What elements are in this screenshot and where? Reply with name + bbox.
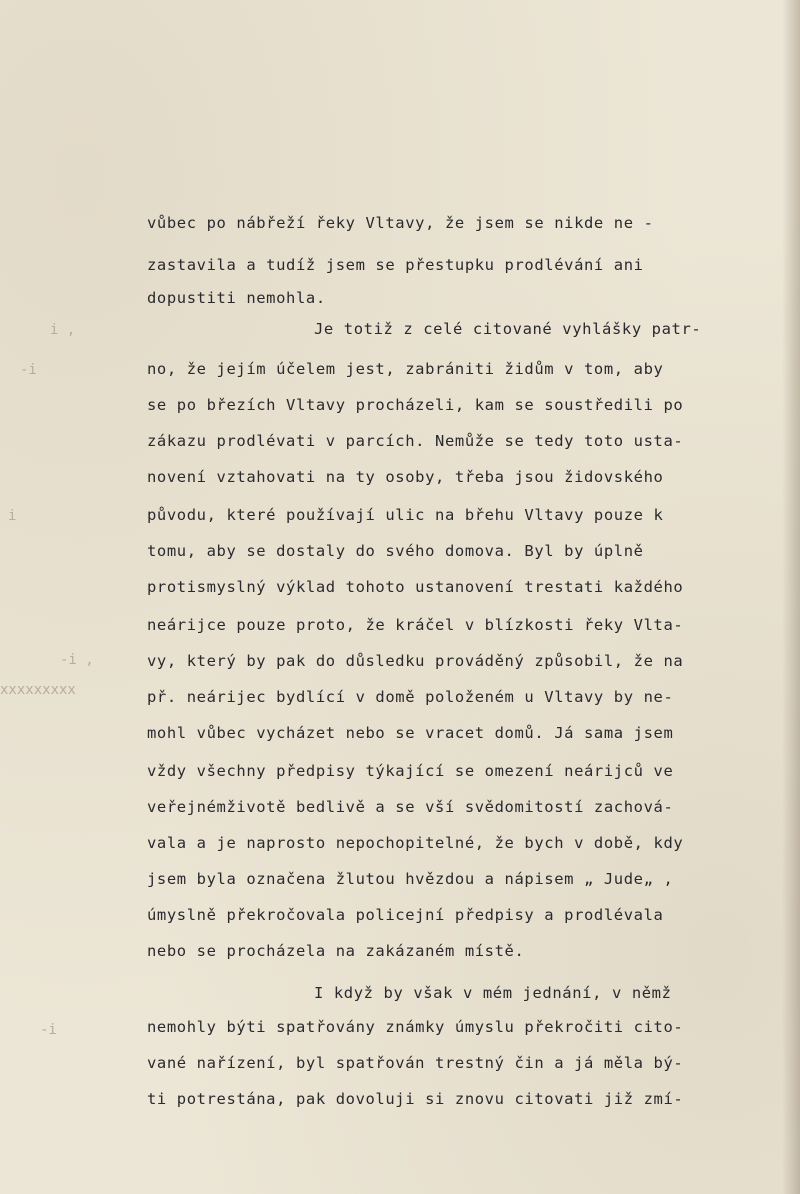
- text-line: jsem byla označena žlutou hvězdou a nápisem „ Jude„ ,: [147, 870, 674, 888]
- text-line: I když by však v mém jednání, v němž: [314, 984, 672, 1002]
- text-line: nemohly býti spatřovány známky úmyslu překročiti cito-: [147, 1018, 684, 1036]
- margin-ghost-mark: -i: [20, 362, 37, 378]
- text-line: se po březích Vltavy procházeli, kam se soustředili po: [147, 396, 684, 414]
- text-line: vané nařízení, byl spatřován trestný čin a já měla bý-: [147, 1054, 684, 1072]
- text-line: př. neárijec bydlící v domě položeném u Vltavy by ne-: [147, 688, 674, 706]
- text-line: neárijce pouze proto, že kráčel v blízkosti řeky Vlta-: [147, 616, 684, 634]
- text-line: dopustiti nemohla.: [147, 289, 326, 307]
- text-line: vala a je naprosto nepochopitelné, že bych v době, kdy: [147, 834, 684, 852]
- text-line: ti potrestána, pak dovoluji si znovu citovati již zmí-: [147, 1090, 684, 1108]
- text-line: protismyslný výklad tohoto ustanovení trestati každého: [147, 578, 684, 596]
- text-line: vždy všechny předpisy týkající se omezení neárijců ve: [147, 762, 674, 780]
- text-line: Je totiž z celé citované vyhlášky patr-: [314, 320, 702, 338]
- text-line: mohl vůbec vycházet nebo se vracet domů. Já sama jsem: [147, 724, 674, 742]
- page-edge-shadow: [782, 0, 800, 1194]
- text-line: zákazu prodlévati v parcích. Nemůže se tedy toto usta-: [147, 432, 684, 450]
- text-line: veřejnémživotě bedlivě a se vší svědomitostí zachová-: [147, 798, 674, 816]
- text-line: vy, který by pak do důsledku prováděný způsobil, že na: [147, 652, 684, 670]
- text-line: původu, které používají ulic na břehu Vltavy pouze k: [147, 506, 664, 524]
- text-line: vůbec po nábřeží řeky Vltavy, že jsem se nikde ne -: [147, 214, 654, 232]
- margin-ghost-mark: -i ,: [60, 652, 94, 668]
- text-line: tomu, aby se dostaly do svého domova. Byl by úplně: [147, 542, 644, 560]
- margin-ghost-mark: i: [8, 508, 17, 524]
- text-line: úmyslně překročovala policejní předpisy a prodlévala: [147, 906, 664, 924]
- margin-ghost-mark: xxxxxxxxx: [0, 682, 76, 698]
- text-line: no, že jejím účelem jest, zabrániti židům v tom, aby: [147, 360, 664, 378]
- margin-ghost-mark: -i: [40, 1022, 57, 1038]
- text-line: novení vztahovati na ty osoby, třeba jsou židovského: [147, 468, 664, 486]
- text-line: nebo se procházela na zakázaném místě.: [147, 942, 525, 960]
- margin-ghost-mark: i ,: [50, 322, 76, 338]
- text-line: zastavila a tudíž jsem se přestupku prodlévání ani: [147, 256, 644, 274]
